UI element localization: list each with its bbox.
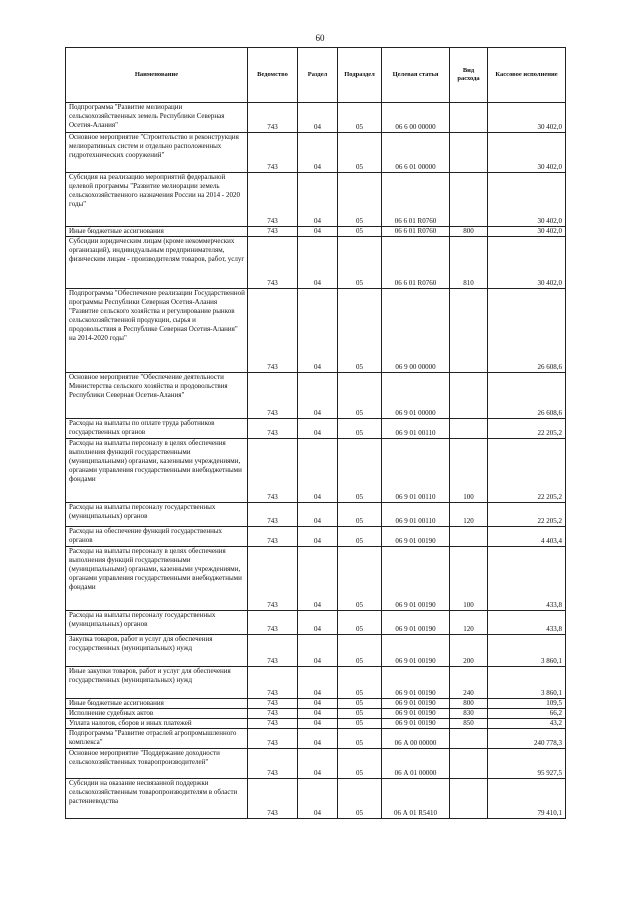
cell-subsection: 05 <box>338 373 382 419</box>
cell-section: 04 <box>298 289 338 373</box>
cell-section: 04 <box>298 729 338 749</box>
cell-target-item: 06 9 01 00190 <box>382 719 450 729</box>
cell-section: 04 <box>298 779 338 819</box>
cell-name: Субсидии на оказание несвязанной поддержки сельскохозяйственным товаропроизводителям в области растениеводства <box>66 779 248 819</box>
cell-cash-execution: 3 860,1 <box>488 667 566 699</box>
cell-name: Подпрограмма "Развитие мелиорации сельскохозяйственных земель Республики Северная Осетия-Алания" <box>66 103 248 133</box>
table-row <box>66 237 566 289</box>
table-row <box>66 667 566 699</box>
table-row <box>66 527 566 547</box>
cell-target-item: 06 9 01 00190 <box>382 699 450 709</box>
cell-subsection: 05 <box>338 527 382 547</box>
page-number: 60 <box>315 33 325 43</box>
cell-name: Уплата налогов, сборов и иных платежей <box>66 719 248 729</box>
cell-subsection: 05 <box>338 635 382 667</box>
cell-section: 04 <box>298 133 338 173</box>
cell-subsection: 05 <box>338 547 382 611</box>
header-row <box>66 48 566 103</box>
cell-cash-execution: 43,2 <box>488 719 566 729</box>
cell-cash-execution: 79 410,1 <box>488 779 566 819</box>
cell-name: Иные бюджетные ассигнования <box>66 227 248 237</box>
cell-target-item: 06 А 00 00000 <box>382 729 450 749</box>
cell-department: 743 <box>248 289 298 373</box>
cell-expense-type: 100 <box>450 439 488 503</box>
cell-expense-type <box>450 133 488 173</box>
table-row <box>66 103 566 133</box>
cell-name: Закупка товаров, работ и услуг для обеспечения государственных (муниципальных) нужд <box>66 635 248 667</box>
cell-department: 743 <box>248 547 298 611</box>
cell-target-item: 06 9 01 00190 <box>382 527 450 547</box>
cell-subsection: 05 <box>338 173 382 227</box>
cell-cash-execution: 30 402,0 <box>488 133 566 173</box>
cell-cash-execution: 95 927,5 <box>488 749 566 779</box>
cell-department: 743 <box>248 749 298 779</box>
table-row <box>66 635 566 667</box>
cell-section: 04 <box>298 173 338 227</box>
header-name: Наименование <box>66 48 248 103</box>
cell-target-item: 06 9 01 00000 <box>382 373 450 419</box>
cell-cash-execution: 26 608,6 <box>488 289 566 373</box>
cell-name: Расходы на выплаты персоналу государственных (муниципальных) органов <box>66 611 248 635</box>
cell-subsection: 05 <box>338 709 382 719</box>
cell-subsection: 05 <box>338 719 382 729</box>
cell-subsection: 05 <box>338 699 382 709</box>
cell-cash-execution: 4 403,4 <box>488 527 566 547</box>
table-body <box>66 103 566 819</box>
cell-subsection: 05 <box>338 667 382 699</box>
cell-expense-type: 120 <box>450 611 488 635</box>
cell-section: 04 <box>298 419 338 439</box>
cell-target-item: 06 6 00 00000 <box>382 103 450 133</box>
cell-department: 743 <box>248 237 298 289</box>
table-row <box>66 439 566 503</box>
cell-subsection: 05 <box>338 503 382 527</box>
cell-expense-type: 810 <box>450 237 488 289</box>
cell-target-item: 06 9 01 00110 <box>382 439 450 503</box>
cell-subsection: 05 <box>338 227 382 237</box>
cell-cash-execution: 240 778,3 <box>488 729 566 749</box>
table-row <box>66 419 566 439</box>
cell-cash-execution: 30 402,0 <box>488 173 566 227</box>
cell-name: Расходы на выплаты персоналу в целях обеспечения выполнения функций государственными (муниципальными) органами, казенными учреждениями, органами управления государственными внебюджетными фондами <box>66 439 248 503</box>
table-row <box>66 547 566 611</box>
cell-expense-type <box>450 173 488 227</box>
cell-expense-type <box>450 749 488 779</box>
cell-department: 743 <box>248 729 298 749</box>
cell-section: 04 <box>298 527 338 547</box>
table-row <box>66 709 566 719</box>
cell-name: Подпрограмма "Обеспечение реализации Государственной программы Республики Северная Осетия-Алания "Развитие сельского хозяйства и регулирование рынков сельскохозяйственной продукции, сырья и продовольствия в Республике Северная Осетия-Алания" на 2014-2020 годы" <box>66 289 248 373</box>
cell-target-item: 06 9 01 00190 <box>382 547 450 611</box>
cell-department: 743 <box>248 227 298 237</box>
cell-expense-type <box>450 373 488 419</box>
cell-name: Иные закупки товаров, работ и услуг для обеспечения государственных (муниципальных) нужд <box>66 667 248 699</box>
header-section: Раздел <box>298 48 338 103</box>
cell-department: 743 <box>248 635 298 667</box>
cell-expense-type: 830 <box>450 709 488 719</box>
table-row <box>66 289 566 373</box>
cell-target-item: 06 9 01 00110 <box>382 419 450 439</box>
cell-section: 04 <box>298 547 338 611</box>
header-target-item: Целевая статья <box>382 48 450 103</box>
table-row <box>66 719 566 729</box>
cell-expense-type: 120 <box>450 503 488 527</box>
cell-cash-execution: 22 205,2 <box>488 419 566 439</box>
cell-name: Иные бюджетные ассигнования <box>66 699 248 709</box>
cell-section: 04 <box>298 667 338 699</box>
cell-section: 04 <box>298 237 338 289</box>
cell-cash-execution: 26 608,6 <box>488 373 566 419</box>
table-row <box>66 173 566 227</box>
cell-subsection: 05 <box>338 103 382 133</box>
cell-subsection: 05 <box>338 779 382 819</box>
cell-department: 743 <box>248 719 298 729</box>
cell-name: Подпрограмма "Развитие отраслей агропромышленного комплекса" <box>66 729 248 749</box>
header-expense-type: Вид расхода <box>450 48 488 103</box>
cell-department: 743 <box>248 667 298 699</box>
cell-target-item: 06 6 01 R0760 <box>382 237 450 289</box>
cell-target-item: 06 9 00 00000 <box>382 289 450 373</box>
cell-department: 743 <box>248 103 298 133</box>
table-row <box>66 729 566 749</box>
cell-department: 743 <box>248 133 298 173</box>
table-row <box>66 133 566 173</box>
cell-department: 743 <box>248 503 298 527</box>
table-row <box>66 373 566 419</box>
cell-name: Основное мероприятие "Поддержание доходности сельскохозяйственных товаропроизводителей" <box>66 749 248 779</box>
cell-expense-type: 100 <box>450 547 488 611</box>
table-row <box>66 503 566 527</box>
cell-subsection: 05 <box>338 749 382 779</box>
cell-name: Субсидия на реализацию мероприятий федеральной целевой программы "Развитие мелиорации земель сельскохозяйственного назначения России на 2014 - 2020 годы" <box>66 173 248 227</box>
cell-section: 04 <box>298 709 338 719</box>
table-row <box>66 611 566 635</box>
cell-name: Расходы на выплаты по оплате труда работников государственных органов <box>66 419 248 439</box>
cell-expense-type <box>450 419 488 439</box>
cell-cash-execution: 3 860,1 <box>488 635 566 667</box>
cell-department: 743 <box>248 611 298 635</box>
cell-name: Расходы на обеспечение функций государственных органов <box>66 527 248 547</box>
cell-section: 04 <box>298 227 338 237</box>
cell-target-item: 06 9 01 00190 <box>382 709 450 719</box>
cell-cash-execution: 22 205,2 <box>488 439 566 503</box>
cell-section: 04 <box>298 635 338 667</box>
cell-department: 743 <box>248 173 298 227</box>
cell-target-item: 06 9 01 00190 <box>382 635 450 667</box>
table-row <box>66 749 566 779</box>
cell-cash-execution: 30 402,0 <box>488 103 566 133</box>
cell-subsection: 05 <box>338 419 382 439</box>
cell-expense-type <box>450 103 488 133</box>
cell-cash-execution: 22 205,2 <box>488 503 566 527</box>
cell-section: 04 <box>298 749 338 779</box>
cell-expense-type <box>450 779 488 819</box>
cell-department: 743 <box>248 439 298 503</box>
cell-section: 04 <box>298 699 338 709</box>
cell-subsection: 05 <box>338 729 382 749</box>
cell-target-item: 06 6 01 R0760 <box>382 173 450 227</box>
cell-expense-type: 240 <box>450 667 488 699</box>
cell-target-item: 06 А 01 00000 <box>382 749 450 779</box>
cell-subsection: 05 <box>338 611 382 635</box>
cell-subsection: 05 <box>338 237 382 289</box>
cell-cash-execution: 30 402,0 <box>488 237 566 289</box>
cell-section: 04 <box>298 503 338 527</box>
cell-cash-execution: 66,2 <box>488 709 566 719</box>
cell-target-item: 06 9 01 00190 <box>382 611 450 635</box>
table-row <box>66 779 566 819</box>
cell-department: 743 <box>248 709 298 719</box>
cell-section: 04 <box>298 611 338 635</box>
cell-name: Субсидии юридическим лицам (кроме некоммерческих организаций), индивидуальным предпринимателям, физическим лицам - производителям товаров, работ, услуг <box>66 237 248 289</box>
cell-cash-execution: 109,5 <box>488 699 566 709</box>
cell-name: Исполнение судебных актов <box>66 709 248 719</box>
cell-section: 04 <box>298 373 338 419</box>
header-cash-execution: Кассовое исполнение <box>488 48 566 103</box>
cell-expense-type: 800 <box>450 227 488 237</box>
cell-department: 743 <box>248 419 298 439</box>
cell-expense-type <box>450 289 488 373</box>
cell-subsection: 05 <box>338 133 382 173</box>
cell-expense-type: 850 <box>450 719 488 729</box>
cell-target-item: 06 А 01 R5410 <box>382 779 450 819</box>
cell-cash-execution: 433,8 <box>488 547 566 611</box>
header-subsection: Подраздел <box>338 48 382 103</box>
cell-section: 04 <box>298 103 338 133</box>
cell-expense-type: 800 <box>450 699 488 709</box>
cell-subsection: 05 <box>338 289 382 373</box>
cell-target-item: 06 6 01 00000 <box>382 133 450 173</box>
cell-target-item: 06 9 01 00110 <box>382 503 450 527</box>
cell-section: 04 <box>298 439 338 503</box>
cell-department: 743 <box>248 779 298 819</box>
cell-name: Основное мероприятие "Обеспечение деятельности Министерства сельского хозяйства и продовольствия Республики Северная Осетия-Алания" <box>66 373 248 419</box>
cell-expense-type <box>450 527 488 547</box>
cell-department: 743 <box>248 699 298 709</box>
cell-department: 743 <box>248 373 298 419</box>
budget-table <box>65 47 566 819</box>
table-row <box>66 227 566 237</box>
cell-name: Основное мероприятие "Строительство и реконструкция мелиоративных систем и отдельно расположенных гидротехнических сооружений" <box>66 133 248 173</box>
cell-section: 04 <box>298 719 338 729</box>
table-header <box>66 48 566 103</box>
cell-name: Расходы на выплаты персоналу государственных (муниципальных) органов <box>66 503 248 527</box>
cell-target-item: 06 9 01 00190 <box>382 667 450 699</box>
cell-expense-type: 200 <box>450 635 488 667</box>
table-row <box>66 699 566 709</box>
cell-cash-execution: 433,8 <box>488 611 566 635</box>
cell-target-item: 06 6 01 R0760 <box>382 227 450 237</box>
cell-cash-execution: 30 402,0 <box>488 227 566 237</box>
cell-name: Расходы на выплаты персоналу в целях обеспечения выполнения функций государственными (муниципальными) органами, казенными учреждениями, органами управления государственными внебюджетными фондами <box>66 547 248 611</box>
cell-department: 743 <box>248 527 298 547</box>
cell-expense-type <box>450 729 488 749</box>
header-department: Ведомство <box>248 48 298 103</box>
cell-subsection: 05 <box>338 439 382 503</box>
